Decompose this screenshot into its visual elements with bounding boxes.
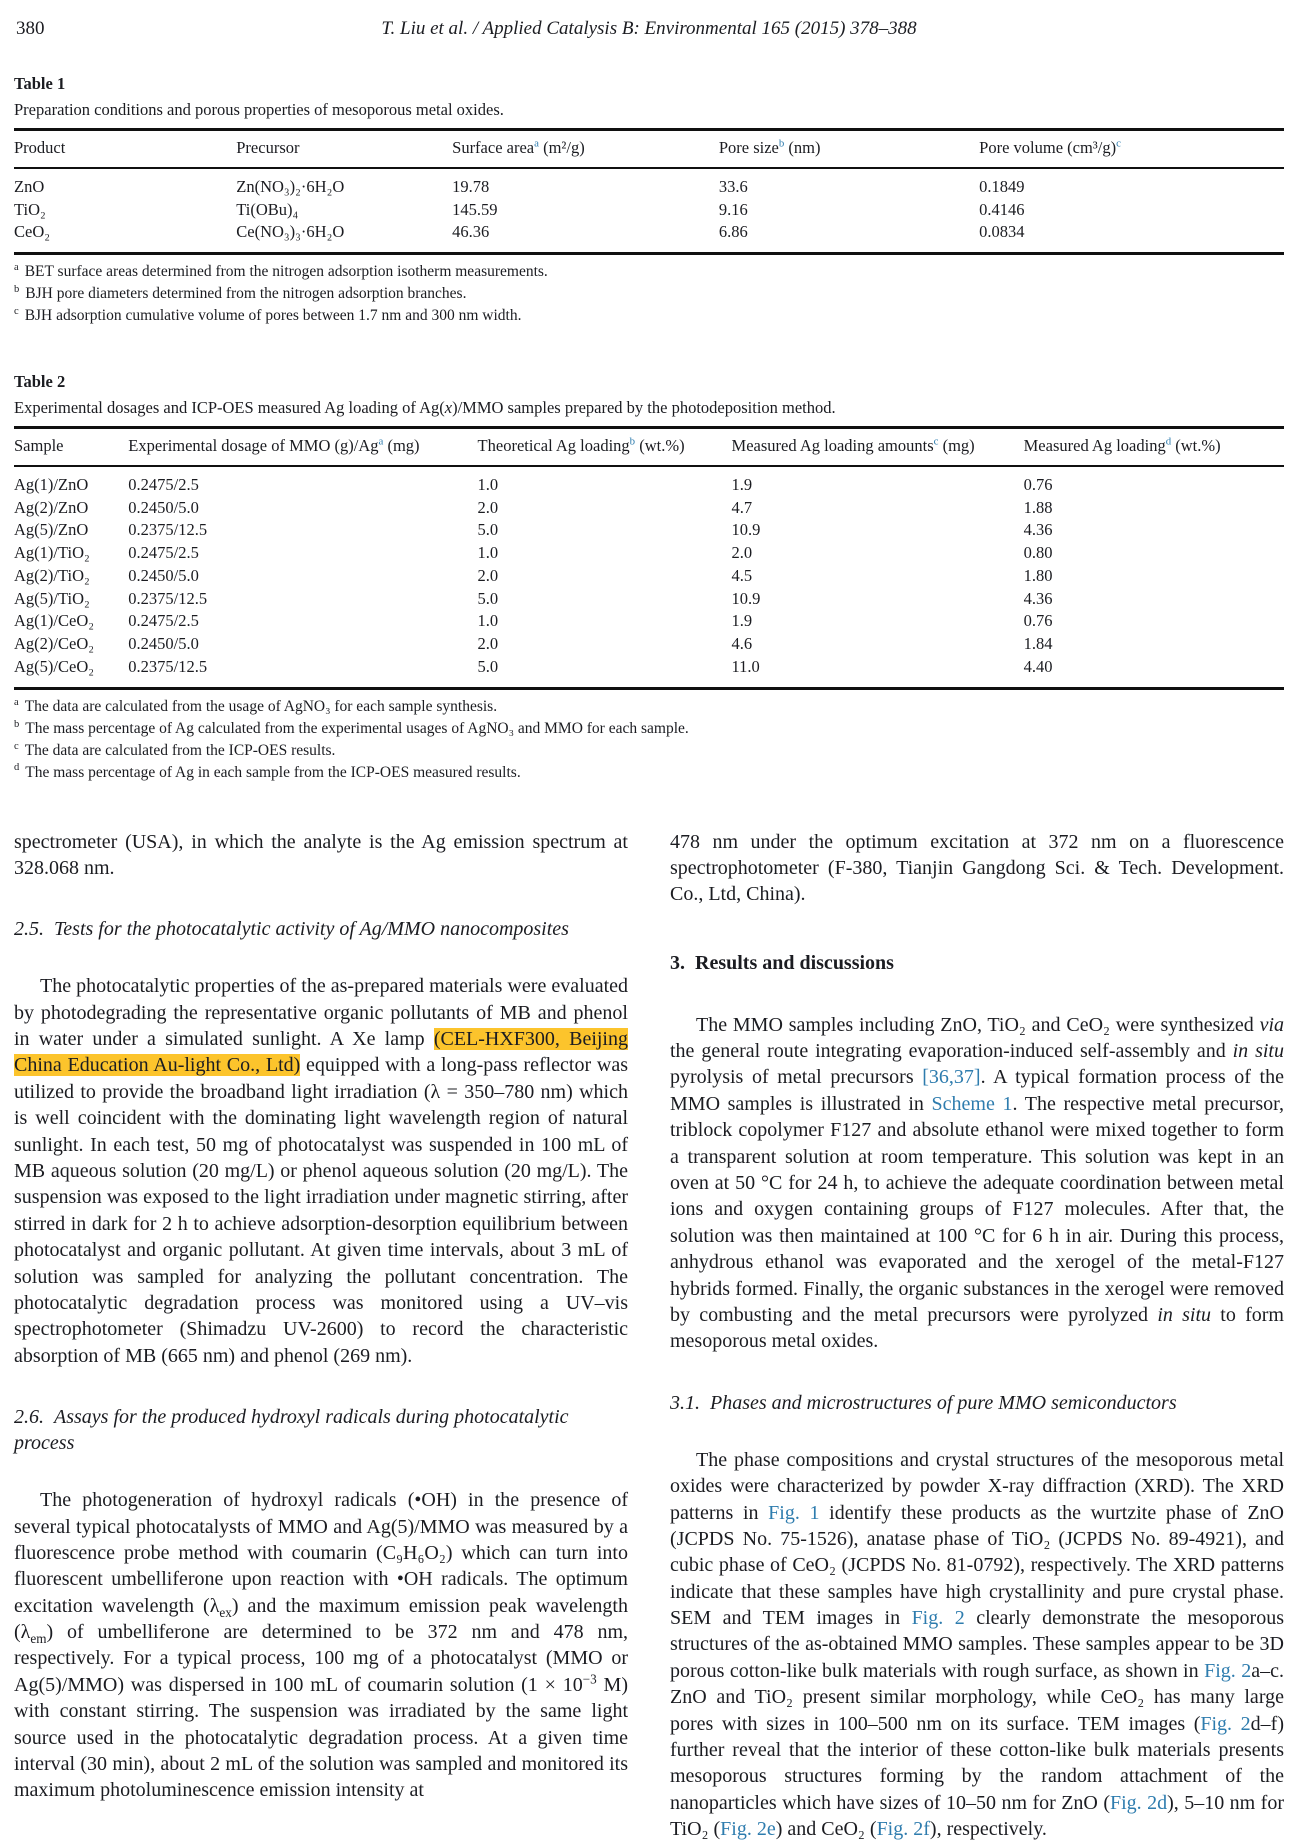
table1-cell: 145.59 (452, 199, 498, 219)
reference-link[interactable]: Fig. 2f (876, 1818, 930, 1841)
table1-cell: CeO₂ (14, 222, 50, 242)
table1-cell: 0.4146 (979, 199, 1025, 219)
table1-cell: 0.0834 (979, 222, 1025, 242)
table2-footnotes (14, 698, 1284, 783)
table1-header-surface-area (452, 130, 719, 168)
section-heading-3-1: 3.1. Phases and microstructures of pure MMO semiconductors (670, 1391, 1177, 1414)
text-segment: c (1116, 137, 1121, 150)
table2-cell: 5.0 (477, 657, 499, 677)
table2-header-theoretical-loading (478, 427, 732, 465)
footnote-text: BET surface areas determined from the nitrogen adsorption isotherm measurements. (24, 263, 548, 281)
text-segment: a (378, 435, 384, 448)
table2-cell: 0.2475/2.5 (128, 474, 199, 494)
table2-cell: 1.0 (477, 474, 499, 494)
text-segment: via (1259, 1013, 1284, 1036)
text-segment: in situ (1232, 1040, 1284, 1063)
table2-cell: Ag(2)/CeO₂ (14, 634, 94, 654)
text-segment: Measured Ag loading amounts (731, 435, 934, 455)
footnote-marker: c (14, 305, 19, 317)
section-heading-2-5: 2.5. Tests for the photocatalytic activity of Ag/MMO nanocomposites (14, 918, 569, 941)
footnote-text: BJH pore diameters determined from the nitrogen adsorption branches. (25, 285, 467, 303)
table1-header-pore-size (719, 130, 979, 168)
table2-cell: 4.5 (731, 565, 753, 585)
table2-cell: 2.0 (477, 634, 499, 654)
table2-cell: 0.2475/2.5 (128, 543, 199, 563)
text-segment: the general route integrating evaporation-induced self-assembly and (670, 1040, 1233, 1063)
table1-header-product (14, 130, 236, 168)
table1-cell: 33.6 (718, 176, 748, 196)
table2-header-measured-loading (1024, 427, 1284, 465)
table-row (14, 497, 1284, 520)
table2-cell: 0.2375/12.5 (128, 520, 208, 540)
table2-caption (14, 398, 1284, 418)
table2-cell: 2.0 (731, 543, 753, 563)
text-segment: identify these products as the wurtzite phase of ZnO (JCPDS No. 75-1526), anatase phase of TiO₂ (JCPDS No. 89-4921), and cubic phase of CeO₂ (JCPDS No. 81-0792), respectively. The XRD patterns indicate that these samples have high crystallinity and pure crystal phase. SEM and TEM images in (670, 1501, 1284, 1630)
table-row (14, 610, 1284, 633)
text-segment: (mg) (383, 435, 420, 455)
paragraph (670, 1447, 1284, 1843)
footnote-marker: b (14, 283, 20, 295)
table1-caption: Preparation conditions and porous properties of mesoporous metal oxides. (14, 100, 504, 119)
text-segment: Precursor (236, 138, 300, 157)
table2-cell: 1.9 (731, 611, 753, 631)
table2-cell: Ag(2)/ZnO (14, 497, 89, 517)
table2-label: Table 2 (14, 371, 66, 391)
table1 (14, 128, 1284, 255)
text-segment: ) and the maximum emission peak wavelength (λ (14, 1594, 628, 1644)
table2-cell: 1.88 (1023, 497, 1053, 517)
table2-header-measured-amounts (732, 427, 1024, 465)
text-segment: (nm) (784, 138, 821, 157)
page-header (14, 18, 1284, 44)
table2-cell: 0.2450/5.0 (128, 634, 199, 654)
text-segment: Sample (14, 435, 64, 455)
table2-header-row (14, 427, 1284, 465)
table1-header-pore-volume (979, 130, 1284, 168)
text-segment: equipped with a long-pass reflector was utilized to provide the broadband light irradiation (λ = 350–780 nm) which is well coincident with the dominating light wavelength region of natural sunlight. In each test, 50 mg of photocatalyst was suspended in 100 mL of MB aqueous solution (20 mg/L) or phenol aqueous solution (20 mg/L). The suspension was exposed to the light irradiation under magnetic stirring, after stirred in dark for 2 h to achieve adsorption-desorption equilibrium between photocatalyst and organic pollutant. At given time intervals, about 3 mL of solution was sampled for analyzing the pollutant concentration. The photocatalytic degradation process was monitored using a UV–vis spectrophotometer (Shimadzu UV-2600) to record the characteristic absorption of MB (665 nm) and phenol (269 nm). (14, 1054, 629, 1367)
table2-cell: 0.2475/2.5 (128, 611, 199, 631)
text-segment: ) and CeO₂ ( (775, 1818, 877, 1841)
text-segment: 478 nm under the optimum excitation at 372 nm on a fluorescence spectrophotometer (F-380, Tianjin Gangdong Sci. & Tech. Development. Co., Ltd, China). (670, 830, 1284, 906)
table2-cell: 11.0 (731, 657, 760, 677)
paragraph (14, 973, 628, 1369)
footnote (14, 285, 1284, 304)
reference-link[interactable]: Fig. 2 (1204, 1659, 1252, 1682)
table-row (14, 565, 1284, 588)
footnote-text: The data are calculated from the usage of AgNO₃ for each sample synthesis. (24, 697, 498, 715)
text-segment: Pore volume (cm³/g) (979, 138, 1117, 157)
table1-cell: Ce(NO₃)₃·6H₂O (236, 222, 345, 242)
footnote-marker: c (14, 740, 19, 752)
left-column (14, 829, 628, 1843)
table-row (14, 221, 1284, 253)
footnote (14, 720, 1284, 739)
highlighted-text: (CEL-HXF300, Beijing China Education Au-light Co., Ltd) (14, 1028, 628, 1077)
running-head: T. Liu et al. / Applied Catalysis B: Environmental 165 (2015) 378–388 (381, 18, 917, 39)
text-segment: (mg) (938, 435, 975, 455)
table2-cell: 0.2375/12.5 (128, 588, 208, 608)
text-segment: clearly demonstrate the mesoporous structures of the as-obtained MMO samples. These samples appear to be 3D porous cotton-like bulk materials with rough surface, as shown in (670, 1607, 1284, 1682)
text-segment: b (629, 435, 636, 448)
table2-cell: 0.2375/12.5 (128, 657, 208, 677)
footnote-marker: a (14, 696, 19, 708)
footnote-text: The mass percentage of Ag calculated from the experimental usages of AgNO₃ and MMO for each sample. (25, 719, 689, 737)
text-segment: a (534, 137, 539, 150)
text-segment: ex (219, 1604, 232, 1620)
body-columns (14, 829, 1284, 1843)
text-segment: pyrolysis of metal precursors (670, 1066, 923, 1089)
paragraph (670, 829, 1284, 908)
table2-cell: 1.84 (1023, 634, 1053, 654)
reference-link[interactable]: Fig. 2 (911, 1607, 965, 1630)
paragraph (14, 1487, 628, 1804)
footnote-text: BJH adsorption cumulative volume of pores between 1.7 nm and 300 nm width. (24, 307, 522, 324)
table2-cell: 0.76 (1023, 611, 1053, 631)
table-row (14, 199, 1284, 222)
table1-cell: Ti(OBu)₄ (236, 199, 299, 219)
table2-cell: 1.0 (477, 543, 499, 563)
text-segment: to form mesoporous metal oxides. (670, 1303, 1284, 1353)
table2-section (14, 372, 1284, 783)
table2-cell: Ag(5)/TiO₂ (14, 588, 90, 608)
footnote (14, 307, 1284, 326)
table-row (14, 466, 1284, 497)
section-heading-2-6: 2.6. Assays for the produced hydroxyl radicals during photocatalytic process (14, 1406, 569, 1455)
text-segment: b (778, 137, 785, 150)
text-segment: d (1165, 435, 1172, 448)
reference-link[interactable]: Fig. 1 (768, 1501, 820, 1524)
paragraph (14, 829, 628, 882)
section-heading-3: 3. Results and discussions (670, 951, 894, 974)
footnote (14, 742, 1284, 761)
text-segment: (m²/g) (538, 138, 585, 157)
text-segment: Experimental dosages and ICP-OES measured Ag loading of Ag( (14, 397, 445, 417)
page-number: 380 (16, 18, 45, 39)
text-segment: Theoretical Ag loading (477, 435, 630, 455)
table2-cell: Ag(1)/TiO₂ (14, 543, 90, 563)
table1-cell: TiO₂ (14, 199, 46, 219)
text-segment: The photocatalytic properties of the as-prepared materials were evaluated by photodegrading the representative organic pollutants of MB and phenol in water under a simulated sunlight. A Xe lamp (14, 975, 628, 1051)
text-segment: )/MMO samples prepared by the photodeposition method. (452, 397, 836, 417)
table1-cell: 19.78 (452, 176, 490, 196)
footnote-marker: b (14, 718, 20, 730)
table-row (14, 168, 1284, 199)
table-row (14, 656, 1284, 688)
footnote (14, 263, 1284, 282)
table2-cell: 10.9 (731, 520, 761, 540)
reference-link[interactable]: Fig. 2 (1200, 1712, 1251, 1735)
text-segment: . A typical formation process of the MMO samples is illustrated in (670, 1066, 1284, 1115)
table1-header-row (14, 130, 1284, 168)
reference-link[interactable]: [36,37] (922, 1066, 981, 1089)
text-segment: (wt.%) (1171, 435, 1221, 455)
table-row (14, 588, 1284, 611)
text-segment: a–c. ZnO and TiO₂ present similar morphology, while CeO₂ has many large pores with sizes in 100–500 nm on its surface. TEM images ( (670, 1659, 1284, 1735)
table2-cell: 4.6 (731, 634, 753, 654)
table2-cell: Ag(5)/ZnO (14, 520, 89, 540)
table1-cell: 0.1849 (979, 176, 1025, 196)
paragraph (670, 1012, 1284, 1355)
table1-cell: Zn(NO₃)₂·6H₂O (236, 176, 345, 196)
table2-cell: Ag(1)/CeO₂ (14, 611, 94, 631)
table2-cell: 0.76 (1023, 474, 1053, 494)
table2-cell: 1.80 (1023, 565, 1053, 585)
text-segment: −3 (582, 1671, 597, 1687)
table1-section (14, 74, 1284, 326)
footnote-marker: a (14, 262, 19, 274)
text-segment: x (444, 397, 453, 417)
table2 (14, 426, 1284, 690)
table1-header-precursor (236, 130, 452, 168)
text-segment: ), 5–10 nm for TiO₂ ( (670, 1791, 1284, 1841)
table1-cell: 6.86 (718, 222, 748, 242)
text-segment: Pore size (718, 138, 779, 157)
text-segment: Experimental dosage of MMO (g)/Ag (128, 435, 379, 455)
table2-cell: 1.9 (731, 474, 753, 494)
table1-footnotes (14, 263, 1284, 326)
text-segment: in situ (1157, 1303, 1212, 1326)
table-row (14, 542, 1284, 565)
text-segment: The phase compositions and crystal structures of the mesoporous metal oxides were characterized by powder X-ray diffraction (XRD). The XRD patterns in (670, 1448, 1284, 1524)
table-row (14, 519, 1284, 542)
text-segment: spectrometer (USA), in which the analyte is the Ag emission spectrum at 328.068 nm. (14, 830, 628, 879)
text-segment: (wt.%) (635, 435, 685, 455)
table2-header-dosage (128, 427, 477, 465)
right-column (670, 829, 1284, 1843)
table2-cell: 5.0 (477, 520, 499, 540)
text-segment: M) with constant stirring. The suspension was irradiated by the same light source used in the photocatalytic degradation process. At a given time interval (30 min), about 2 mL of the solution was sampled and monitored its maximum photoluminescence emission intensity at (14, 1673, 628, 1802)
text-segment: c (933, 435, 939, 448)
table2-cell: 2.0 (477, 565, 499, 585)
text-segment: The photogeneration of hydroxyl radicals (•OH) in the presence of several typical photocatalysts of MMO and Ag(5)/MMO was measured by a fluorescence probe method with coumarin (C₉H₆O₂) which can turn into fluorescent umbelliferone upon reaction with •OH radicals. The optimum excitation wavelength (λ (14, 1489, 628, 1617)
table2-header-sample (14, 427, 128, 465)
table2-cell: 4.36 (1023, 588, 1053, 608)
text-segment: Surface area (452, 138, 535, 157)
reference-link[interactable]: Fig. 2e (720, 1818, 776, 1841)
footnote-text: The mass percentage of Ag in each sample from the ICP-OES measured results. (25, 763, 521, 781)
table1-cell: 46.36 (452, 222, 490, 242)
reference-link[interactable]: Fig. 2d (1109, 1791, 1168, 1814)
table2-cell: 10.9 (731, 588, 761, 608)
text-segment: ), respectively. (929, 1818, 1047, 1841)
footnote (14, 764, 1284, 783)
table2-cell: 4.36 (1023, 520, 1053, 540)
table2-cell: 2.0 (477, 497, 499, 517)
table2-cell: 4.7 (731, 497, 753, 517)
text-segment: d–f) further reveal that the interior of these cotton-like bulk materials presents mesoporous structures forming by the random attachment of the nanoparticles which have sizes of 10–50 nm for ZnO ( (670, 1712, 1284, 1814)
table2-cell: 4.40 (1023, 657, 1053, 677)
table1-label: Table 1 (14, 74, 66, 93)
table2-cell: 0.80 (1023, 543, 1053, 563)
footnote-marker: d (14, 762, 20, 774)
text-segment: Product (14, 138, 66, 157)
reference-link[interactable]: Scheme 1 (931, 1092, 1013, 1115)
table1-cell: ZnO (14, 176, 45, 196)
text-segment: Measured Ag loading (1023, 435, 1166, 455)
text-segment: em (30, 1631, 47, 1647)
table2-cell: 1.0 (477, 611, 499, 631)
table2-cell: 0.2450/5.0 (128, 565, 199, 585)
table-row (14, 633, 1284, 656)
table2-cell: 0.2450/5.0 (128, 497, 199, 517)
table2-cell: 5.0 (477, 588, 499, 608)
footnote-text: The data are calculated from the ICP-OES results. (24, 741, 336, 759)
text-segment: . The respective metal precursor, triblock copolymer F127 and absolute ethanol were mixed together to form a transparent solution at room temperature. This solution was kept in an oven at 50 °C for 24 h, to achieve the adequate coordination between metal ions and oxygen containing groups of F127 molecules. After that, the solution was then maintained at 100 °C for 6 h in air. During this process, anhydrous ethanol was evaporated and the xerogel of the metal-F127 hybrids formed. Finally, the organic substances in the xerogel were removed by combusting and the metal precursors were pyrolyzed (670, 1092, 1284, 1326)
footnote (14, 698, 1284, 717)
text-segment: The MMO samples including ZnO, TiO₂ and CeO₂ were synthesized (696, 1013, 1260, 1036)
table1-cell: 9.16 (718, 199, 748, 219)
text-segment: ) of umbelliferone are determined to be 372 nm and 478 nm, respectively. For a typical process, 100 mg of a photocatalyst (MMO or Ag(5)/MMO) was dispersed in 100 mL of coumarin solution (1 × 10 (14, 1621, 628, 1696)
table2-cell: Ag(2)/TiO₂ (14, 565, 90, 585)
table2-cell: Ag(1)/ZnO (14, 474, 89, 494)
table2-cell: Ag(5)/CeO₂ (14, 657, 94, 677)
